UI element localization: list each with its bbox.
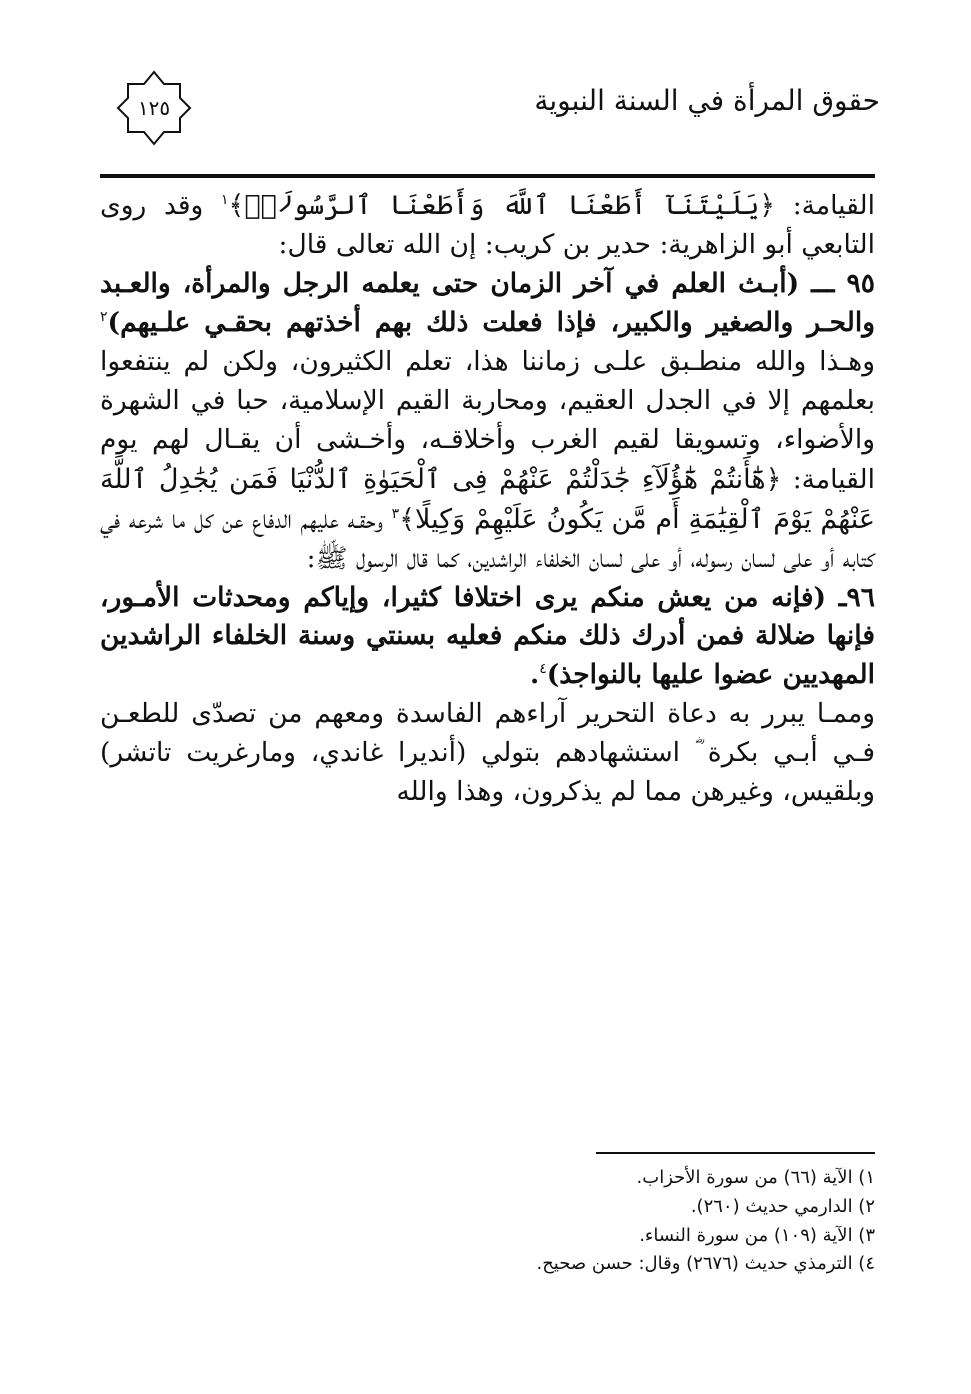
running-title: حقوق المرأة في السنة النبوية: [534, 84, 880, 117]
paragraph-1-prefix: القيامة:: [775, 190, 875, 221]
paragraph-4: وممـا يبرر به دعاة التحرير آراءهم الفاسدة ومعهم من تصدّى للطعـن فـي أبـي بكرة ؓ استشهادهم بتولي (أنديرا غاندي، ومارغريت تاتشر) وبلقيس، وغيرهن مما لم يذكرون، وهذا والله: [100, 698, 875, 808]
footnote-rule: [596, 1152, 875, 1154]
body-text: [100, 186, 875, 812]
footnote-ref-3: ٣: [391, 505, 400, 522]
paragraph-2: [100, 265, 875, 579]
page-number-badge: [114, 68, 194, 148]
footnote-3: ٣) الآية (١٠٩) من سورة النساء.: [639, 1224, 875, 1246]
footnote-4: ٤) الترمذي حديث (٢٦٧٦) وقال: حسن صحيح.: [536, 1253, 875, 1275]
hadith-96: ٩٦ـ (فإنه من يعش منكم يرى اختلافا كثيرا، وإياكم ومحدثات الأمـور، فإنها ضلالة فمن أدرك ذلك منكم فعليه بسنتي وسنة الخلفاء الراشدين المهديين عضوا عليها بالنواجذ): [100, 581, 875, 691]
footnote-ref-4: ٤: [539, 661, 547, 678]
hadith-96-end: .: [530, 659, 540, 691]
paragraph-2-text: وهـذا والله منطـبق علـى زماننا هذا، تعلم الكثيرون، ولكن لم ينتفعوا بعلمهم إلا في الجدل العقيم، ومحاربة القيم الإسلامية، حبا في الشهرة والأضواء، وتسويقا لقيم الغرب وأخلاقـه، وأخـشى أن يقـال لهم يوم القيامة:: [100, 345, 875, 495]
page-header: [100, 60, 880, 172]
footnote-2: ٢) الدارمي حديث (٢٦٠).: [690, 1195, 875, 1217]
header-rule: [100, 174, 875, 178]
footnote-ref-1: ١: [221, 192, 229, 209]
page-number: ١٢٥: [137, 96, 171, 120]
paragraph-3: [100, 579, 875, 696]
paragraph-2-suffix: وحقـه عليهم الدفاع عن كل ما شرعه في كتابه أو على لسان رسوله، أو على لسان الخلفاء الراشدين، كما قال الرسول ﷺ:: [100, 503, 875, 574]
paragraph-1: [100, 186, 875, 265]
quran-verse-1: ﴿يَلَيْتَنَآ أَطَعْنَا ٱللَّهَ وَأَطَعْنَا ٱلرَّسُولَا۠﴾: [228, 190, 776, 221]
quran-verse-2: ﴿هَٰٓأَنتُمْ هَٰٓؤُلَآءِ جَٰدَلْتُمْ عَنْهُمْ فِى ٱلْحَيَوٰةِ ٱلدُّنْيَا فَمَن يُجَٰدِلُ ٱللَّهَ عَنْهُمْ يَوْمَ ٱلْقِيَٰمَةِ أَم مَّن يَكُونُ عَلَيْهِمْ وَكِيلًا﴾: [100, 463, 875, 535]
paragraph-1-suffix: وقد روى التابعي أبو الزاهرية: حدير بن كريب: إن الله تعالى قال:: [100, 190, 875, 260]
hadith-95: ٩٥ ـــ (أبـث العلم في آخر الزمان حتى يعلمه الرجل والمرأة، والعـبد والحـر والصغير والكبير، فإذا فعلت ذلك بهم أخذتهم بحقـي علـيهم): [100, 267, 875, 338]
footnote-ref-2: ٢: [100, 309, 108, 326]
footnotes: [375, 1164, 875, 1279]
footnote-1: ١) الآية (٦٦) من سورة الأحزاب.: [636, 1167, 875, 1188]
